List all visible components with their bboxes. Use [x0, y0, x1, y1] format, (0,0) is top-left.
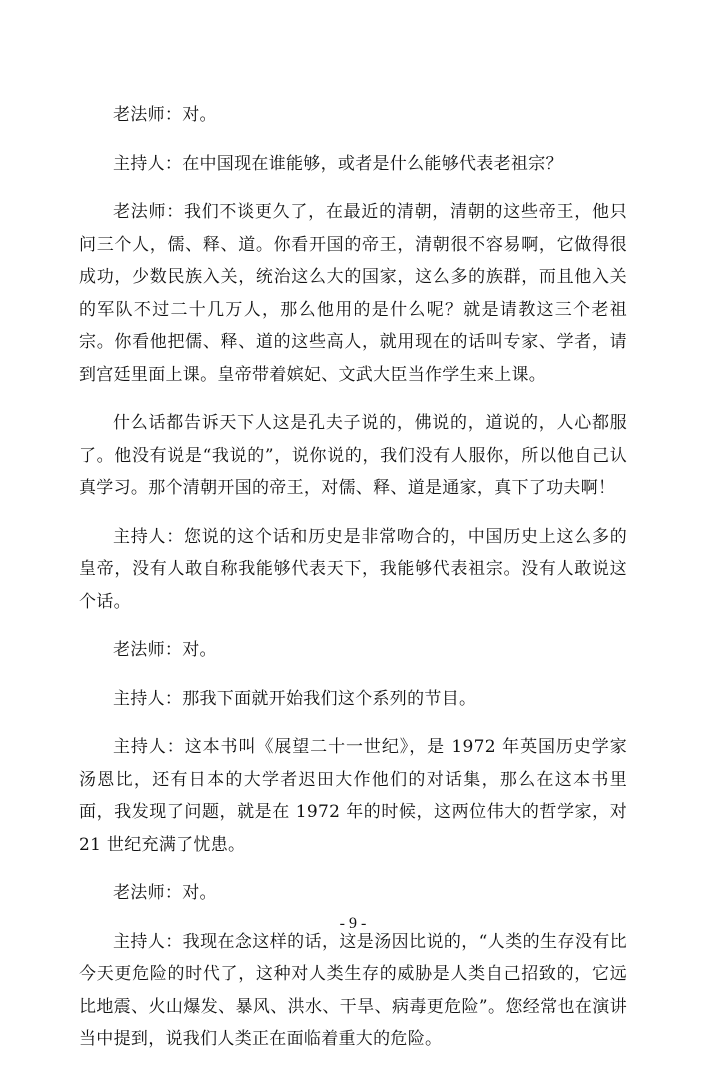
paragraph: 主持人：这本书叫《展望二十一世纪》，是 1972 年英国历史学家汤恩比，还有日本的大学者迟田大作他们的对话集，那么在这本书里面，我发现了问题，就是在 1972 年的时候，这两位伟大的哲学家，对 21 世纪充满了忧患。	[79, 737, 627, 855]
paragraph: 什么话都告诉天下人这是孔夫子说的，佛说的，道说的，人心都服了。他没有说是“我说的”，说你说的，我们没有人服你，所以他自己认真学习。那个清朝开国的帝王，对儒、释、道是通家，真下了功夫啊！	[79, 413, 627, 498]
paragraph: 主持人：您说的这个话和历史是非常吻合的，中国历史上这么多的皇帝，没有人敢自称我能够代表天下，我能够代表祖宗。没有人敢说这个话。	[79, 526, 627, 612]
paragraph: 主持人：在中国现在谁能够，或者是什么能够代表老祖宗？	[113, 153, 563, 174]
page-number: - 9 -	[339, 915, 367, 932]
paragraph: 老法师：我们不谈更久了，在最近的清朝，清朝的这些帝王，他只问三个人，儒、释、道。你看开国的帝王，清朝很不容易啊，它做得很成功，少数民族入关，统治这么大的国家，这么多的族群，而且他入关的军队不过二十几万人，那么他用的是什么呢？就是请教这三个老祖宗。你看他把儒、释、道的这些高人，就用现在的话叫专家、学者，请到宫廷里面上课。皇帝带着嫔妃、文武大臣当作学生来上课。	[79, 202, 627, 385]
paragraph: 主持人：那我下面就开始我们这个系列的节目。	[113, 688, 477, 709]
paragraph: 老法师：对。	[113, 640, 217, 660]
paragraph: 老法师：对。	[113, 105, 217, 125]
paragraph: 主持人：我现在念这样的话，这是汤因比说的，“人类的生存没有比今天更危险的时代了，这种对人类生存的威胁是人类自己招致的，它远比地震、火山爆发、暴风、洪水、干旱、病毒更危险”。您经常也在演讲当中提到，说我们人类正在面临着重大的危险。	[79, 931, 627, 1049]
paragraph: 老法师：对。	[113, 883, 217, 903]
